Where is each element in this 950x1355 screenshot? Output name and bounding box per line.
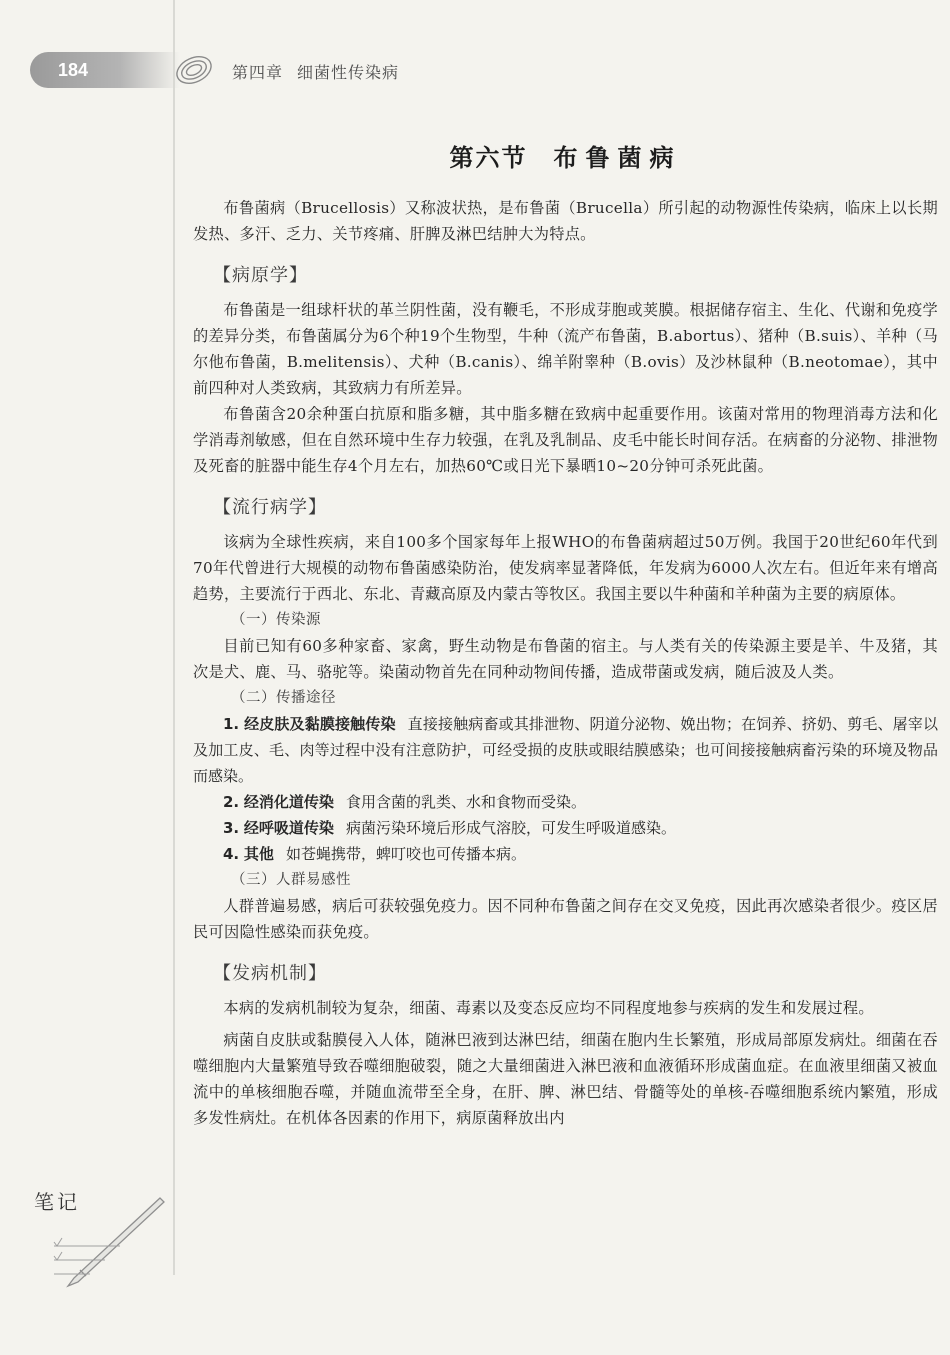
pathogenesis-heading: 【发病机制】 — [213, 963, 327, 984]
pen-icon — [50, 1190, 170, 1290]
source-heading: （一）传染源 — [231, 612, 321, 628]
route-item-1: 1. 经皮肤及黏膜接触传染 直接接触病畜或其排泄物、阴道分泌物、娩出物；在饲养、挤奶、剪毛、屠宰以及加工皮、毛、肉等过程中没有注意防护，可经受损的皮肤或眼结膜感染；也可间接接触病畜污染的环境及物品而感染。 — [193, 715, 938, 785]
susceptibility-heading: （三）人群易感性 — [231, 872, 351, 888]
chapter-name: 细菌性传染病 — [297, 63, 400, 82]
intro-paragraph: 布鲁菌病（Brucellosis）又称波状热，是布鲁菌（Brucella）所引起的动物源性传染病，临床上以长期发热、多汗、乏力、关节疼痛、肝脾及淋巴结肿大为特点。 — [193, 199, 938, 243]
epidemiology-heading: 【流行病学】 — [213, 497, 327, 518]
page-body — [193, 128, 938, 1131]
notes-label: 笔记 — [34, 1190, 80, 1214]
etiology-paragraph-2: 布鲁菌含20余种蛋白抗原和脂多糖，其中脂多糖在致病中起重要作用。该菌对常用的物理消毒方法和化学消毒剂敏感，但在自然环境中生存力较强，在乳及乳制品、皮毛中能长时间存活。在病畜的分泌物、排泄物及死畜的脏器中能生存4个月左右，加热60℃或日光下暴晒10~20分钟可杀死此菌。 — [193, 405, 938, 475]
notes-margin — [30, 1180, 160, 1290]
margin-rule — [173, 0, 175, 1275]
swirl-logo-icon — [170, 48, 218, 92]
route-item-4: 4. 其他 如苍蝇携带，蜱叮咬也可传播本病。 — [223, 845, 526, 863]
pathogenesis-paragraph-2: 病菌自皮肤或黏膜侵入人体，随淋巴液到达淋巴结，细菌在胞内生长繁殖，形成局部原发病灶。细菌在吞噬细胞内大量繁殖导致吞噬细胞破裂，随之大量细菌进入淋巴液和血液循环形成菌血症。在血液里细菌又被血流中的单核细胞吞噬，并随血流带至全身，在肝、脾、淋巴结、骨髓等处的单核-吞噬细胞系统内繁殖，形成多发性病灶。在机体各因素的作用下，病原菌释放出内 — [193, 1031, 938, 1127]
section-number: 第六节 — [449, 143, 528, 172]
route-heading: （二）传播途径 — [231, 690, 336, 706]
page-number: 184 — [30, 52, 180, 88]
epidemiology-paragraph: 该病为全球性疾病，来自100多个国家每年上报WHO的布鲁菌病超过50万例。我国于20世纪60年代到70年代曾进行大规模的动物布鲁菌感染防治，使发病率显著降低，年发病为6000人次左右。但近年来有增高趋势，主要流行于西北、东北、青藏高原及内蒙古等牧区。我国主要以牛种菌和羊种菌为主要的病原体。 — [193, 533, 938, 603]
route-item-3: 3. 经呼吸道传染 病菌污染环境后形成气溶胶，可发生呼吸道感染。 — [223, 819, 676, 837]
section-title — [193, 138, 938, 173]
section-name: 布鲁菌病 — [553, 143, 682, 172]
etiology-paragraph-1: 布鲁菌是一组球杆状的革兰阴性菌，没有鞭毛，不形成芽胞或荚膜。根据储存宿主、生化、代谢和免疫学的差异分类，布鲁菌属分为6个种19个生物型，牛种（流产布鲁菌，B.abortus）、猪种（B.suis）、羊种（马尔他布鲁菌，B.melitensis）、犬种（B.canis）、绵羊附睾种（B.ovis）及沙林鼠种（B.neotomae），其中前四种对人类致病，其致病力有所差异。 — [193, 301, 938, 397]
etiology-heading: 【病原学】 — [213, 265, 308, 286]
running-header — [232, 60, 399, 83]
chapter-number: 第四章 — [232, 63, 284, 82]
source-paragraph: 目前已知有60多种家畜、家禽，野生动物是布鲁菌的宿主。与人类有关的传染源主要是羊、牛及猪，其次是犬、鹿、马、骆驼等。染菌动物首先在同种动物间传播，造成带菌或发病，随后波及人类。 — [193, 637, 938, 681]
route-item-2: 2. 经消化道传染 食用含菌的乳类、水和食物而受染。 — [223, 793, 586, 811]
page-header — [0, 0, 950, 110]
susceptibility-paragraph: 人群普遍易感，病后可获较强免疫力。因不同种布鲁菌之间存在交叉免疫，因此再次感染者很少。疫区居民可因隐性感染而获免疫。 — [193, 897, 938, 941]
pathogenesis-paragraph-1: 本病的发病机制较为复杂，细菌、毒素以及变态反应均不同程度地参与疾病的发生和发展过程。 — [223, 999, 874, 1017]
